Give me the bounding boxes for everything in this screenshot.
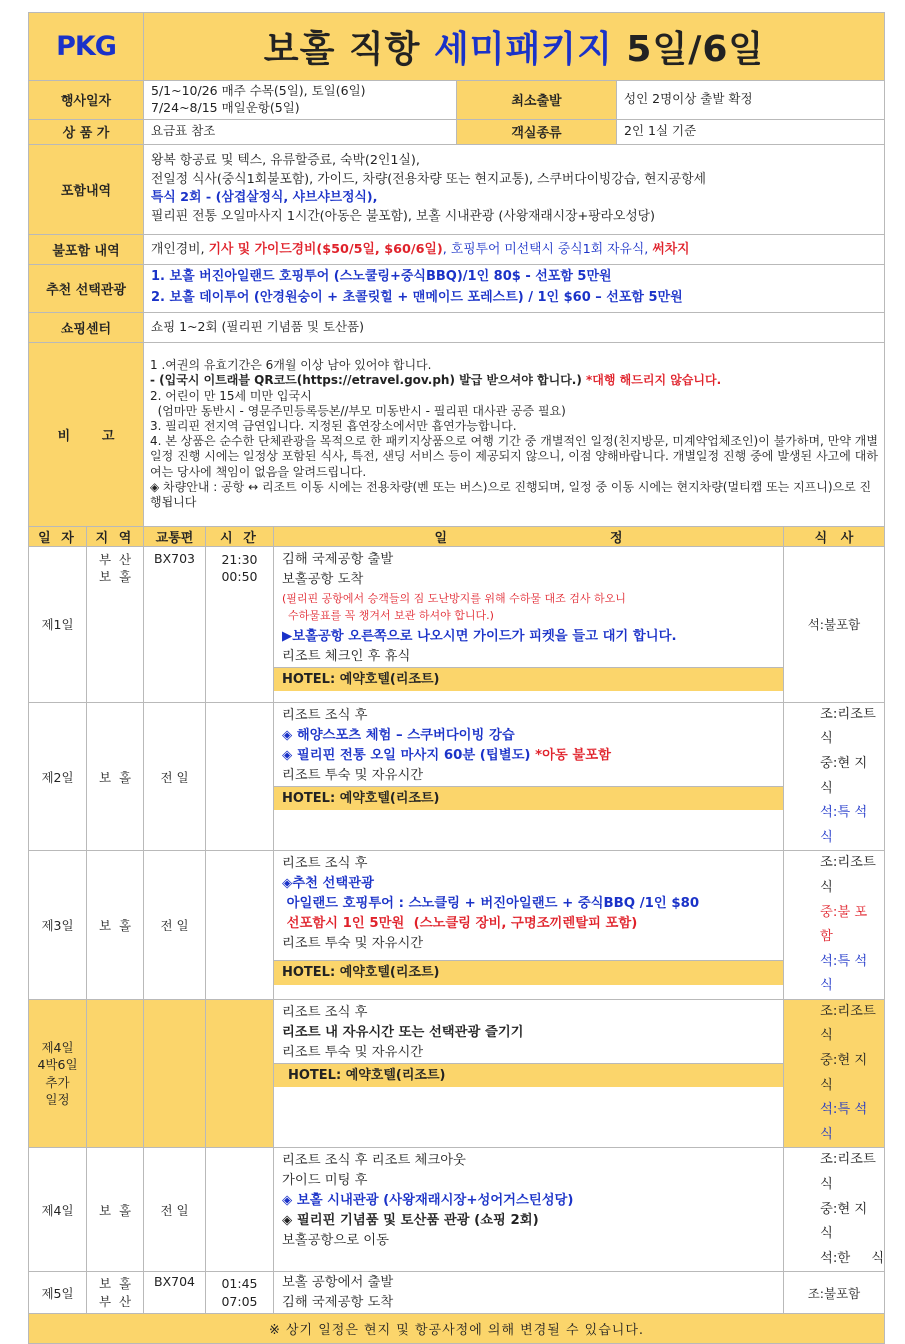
region: 보 홀 [87,851,144,1000]
day-label: 제3일 [29,851,87,1000]
page-title: 보홀 직항 세미패키지 5일/6일 [144,13,885,81]
meal: 석:불포함 [784,546,885,702]
time [206,999,274,1148]
date-label: 행사일자 [29,81,144,120]
col-itinerary: 일 정 [274,526,784,546]
remarks-value: 1 .여권의 유효기간은 6개월 이상 남아 있어야 합니다. - (입국시 이트래블 QR코드(https://etravel.gov.ph) 발급 받으셔야 합니다.) *대행 해드리지 않습니다. 2. 어린이 만 15세 미만 입국시 (엄마만 동반시 - 영문주민등록등본//부모 미동반시 - 필리핀 대사관 공증 필요) 3. 필리핀 전지역 금연입니다. 지정된 흡연장소에서만 흡연가능합니다. 4. 본 상품은 순수한 단체관광을 목적으로 한 패키지상품으로 여행 기간 중 개별적인 일정(친지방문, 미계약업체조인)이 불가하며, 만약 개별일정 진행 시에는 일정상 포함된 식사, 특전, 샌딩 서비스 등이 제공되지 않으니, 이점 양해바랍니다. 개별일정 진행 중에 발생된 사고에 대하여는 당사에 책임이 없음을 알려드립니다. ◈ 차량안내 : 공항 ↔ 리조트 이동 시에는 전용차량(벤 또는 버스)으로 진행되며, 일정 중 이동 시에는 현지차량(멀티캡 또는 지프니)으로 진행됩니다 [144,342,885,526]
hotel-label: HOTEL: 예약호텔(리조트) [274,786,783,811]
day-row [29,1148,885,1272]
footer-notice: ※ 상기 일정은 현지 및 항공사정에 의해 변경될 수 있습니다. [29,1314,885,1344]
time [206,1148,274,1272]
time [206,702,274,851]
optional-tour-label: 추천 선택관광 [29,264,144,312]
time [206,851,274,1000]
schedule-table [28,526,885,1344]
room-type-value: 2인 1실 기준 [617,119,885,144]
col-region: 지 역 [87,526,144,546]
remarks-label: 비 고 [29,342,144,526]
day-row [29,546,885,702]
col-day: 일 자 [29,526,87,546]
day-label: 제4일 [29,1148,87,1272]
region: 부 산 보 홀 [87,546,144,702]
itinerary: 리조트 조식 후 ◈추천 선택관광 아일랜드 호핑투어 : 스노클링 + 버진아일랜드 + 중식BBQ /1인 $80 선포함시 1인 5만원 (스노클링 장비, 구명조끼렌탈피 포함) 리조트 투숙 및 자유시간 HOTEL: 예약호텔(리조트) [274,851,784,1000]
included-value: 왕복 항공료 및 텍스, 유류할증료, 숙박(2인1실), 전일정 식사(중식1회불포함), 가이드, 차량(전용차량 또는 현지교통), 스쿠버다이빙강습, 현지공항세 특식 2회 - (삼겹살정식, 샤브샤브정식), 필리핀 전통 오일마사지 1시간(아동은 불포함), 보홀 시내관광 (사왕재래시장+팡라오성당) [144,144,885,234]
title-table [28,12,885,81]
included-label: 포함내역 [29,144,144,234]
min-departure-label: 최소출발 [457,81,617,120]
itinerary-document [28,12,885,1344]
shopping-label: 쇼핑센터 [29,312,144,342]
day-row [29,1272,885,1314]
day-row [29,702,885,851]
min-departure-value: 성인 2명이상 출발 확정 [617,81,885,120]
optional-tour-value: 1. 보홀 버진아일랜드 호핑투어 (스노쿨링+중식BBQ)/1인 80$ - 선포함 5만원 2. 보홀 데이투어 (안경원숭이 + 초콜릿힐 + 맨메이드 포레스트) / 1인 $60 – 선포함 5만원 [144,264,885,312]
room-type-label: 객실종류 [457,119,617,144]
transport: 전 일 [144,851,206,1000]
region [87,999,144,1148]
price-label: 상 품 가 [29,119,144,144]
excluded-label: 불포함 내역 [29,234,144,264]
hotel-label: HOTEL: 예약호텔(리조트) [274,1063,783,1088]
date-value: 5/1~10/26 매주 수목(5일), 토일(6일) 7/24~8/15 매일운항(5일) [144,81,457,120]
price-value: 요금표 참조 [144,119,457,144]
day-label: 제5일 [29,1272,87,1314]
itinerary: 리조트 조식 후 리조트 내 자유시간 또는 선택관광 즐기기 리조트 투숙 및 자유시간 HOTEL: 예약호텔(리조트) [274,999,784,1148]
transport: 전 일 [144,1148,206,1272]
time: 21:30 00:50 [206,546,274,702]
col-transport: 교통편 [144,526,206,546]
itinerary: 리조트 조식 후 리조트 체크아웃 가이드 미팅 후 ◈ 보홀 시내관광 (사왕재래시장+성어거스틴성당) ◈ 필리핀 기념품 및 토산품 관광 (쇼핑 2회) 보홀공항으로 이동 [274,1148,784,1272]
day-label: 제1일 [29,546,87,702]
itinerary: 김해 국제공항 출발 보홀공항 도착 (필리핀 공항에서 승객들의 짐 도난방지를 위해 수하물 대조 검사 하오니 수하물표를 꼭 챙겨서 보관 하셔야 합니다.) ▶보홀공항 오른쪽으로 나오시면 가이드가 피켓을 들고 대기 합니다. 리조트 체크인 후 휴식 HOTEL: 예약호텔(리조트) [274,546,784,702]
col-meal: 식 사 [784,526,885,546]
info-table [28,80,885,527]
region: 보 홀 [87,1148,144,1272]
meal: 조:불포함 [784,1272,885,1314]
col-time: 시 간 [206,526,274,546]
region: 보 홀 [87,702,144,851]
brand-logo: PKG [29,13,144,81]
region: 보 홀 부 산 [87,1272,144,1314]
day-row-extra [29,999,885,1148]
meal: 조:리조트식 중:현 지 식 석:특 석 식 [784,999,885,1148]
hotel-label: HOTEL: 예약호텔(리조트) [274,667,783,692]
day-row [29,851,885,1000]
shopping-value: 쇼핑 1~2회 (필리핀 기념품 및 토산품) [144,312,885,342]
transport: 전 일 [144,702,206,851]
hotel-label: HOTEL: 예약호텔(리조트) [274,960,783,985]
meal: 조:리조트식 중:현 지 식 석:특 석 식 [784,702,885,851]
flight: BX704 [144,1272,206,1314]
meal: 조:리조트식 중:불 포 함 석:특 석 식 [784,851,885,1000]
meal: 조:리조트식 중:현 지 식 석:한 식 [784,1148,885,1272]
day-label: 제2일 [29,702,87,851]
transport [144,999,206,1148]
time: 01:45 07:05 [206,1272,274,1314]
itinerary: 보홀 공항에서 출발 김해 국제공항 도착 [274,1272,784,1314]
day-label: 제4일 4박6일 추가 일정 [29,999,87,1148]
excluded-value: 개인경비, 기사 및 가이드경비($50/5일, $60/6일), 호핑투어 미선택시 중식1회 자유식, 써차지 [144,234,885,264]
flight: BX703 [144,546,206,702]
itinerary: 리조트 조식 후 ◈ 해양스포츠 체험 – 스쿠버다이빙 강습 ◈ 필리핀 전통 오일 마사지 60분 (팁별도) *아동 불포함 리조트 투숙 및 자유시간 HOTEL: 예약호텔(리조트) [274,702,784,851]
